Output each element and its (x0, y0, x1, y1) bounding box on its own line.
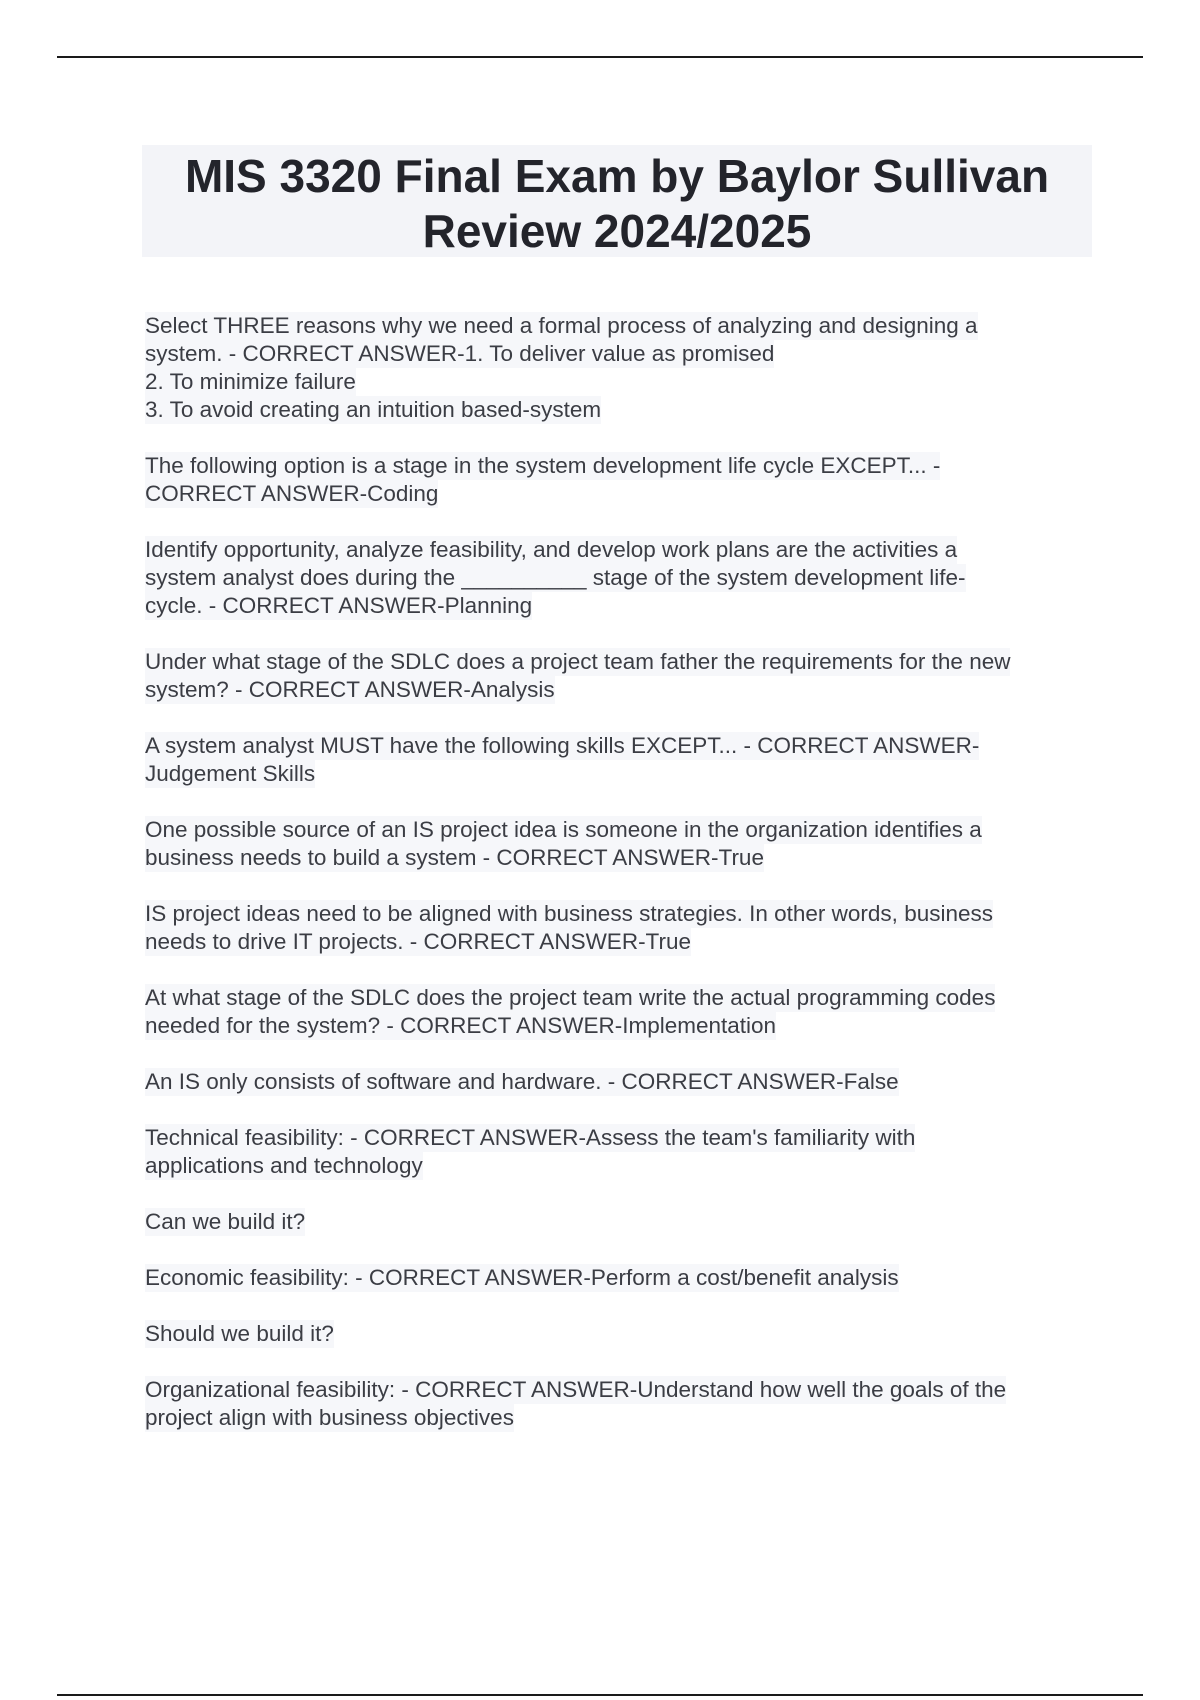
qa-entry (145, 1376, 1095, 1432)
qa-entry-line: Identify opportunity, analyze feasibility, and develop work plans are the activities a (145, 537, 958, 562)
title-line-2: Review 2024/2025 (422, 205, 812, 257)
qa-entry (145, 816, 1095, 872)
qa-entry-line: 3. To avoid creating an intuition based-system (145, 397, 602, 422)
qa-entry-line: cycle. - CORRECT ANSWER-Planning (145, 593, 533, 618)
qa-entry-line: Economic feasibility: - CORRECT ANSWER-Perform a cost/benefit analysis (145, 1265, 899, 1290)
qa-entry (145, 732, 1095, 788)
qa-entry-line: system. - CORRECT ANSWER-1. To deliver value as promised (145, 341, 775, 366)
qa-entry (145, 1320, 1095, 1348)
qa-entry-line: IS project ideas need to be aligned with business strategies. In other words, business (145, 901, 993, 926)
qa-entry (145, 984, 1095, 1040)
qa-entry (145, 1208, 1095, 1236)
qa-entry-line: A system analyst MUST have the following skills EXCEPT... - CORRECT ANSWER- (145, 733, 980, 758)
qa-entry-line: CORRECT ANSWER-Coding (145, 481, 439, 506)
document-title (142, 145, 1092, 257)
qa-entry-line: One possible source of an IS project idea is someone in the organization identifies a (145, 817, 982, 842)
qa-entry-line: At what stage of the SDLC does the project team write the actual programming codes (145, 985, 996, 1010)
qa-entry-line: project align with business objectives (145, 1405, 514, 1430)
top-divider (57, 56, 1143, 58)
qa-entry-line: An IS only consists of software and hardware. - CORRECT ANSWER-False (145, 1069, 899, 1094)
qa-entry-line: applications and technology (145, 1153, 423, 1178)
qa-entry-line: needs to drive IT projects. - CORRECT ANSWER-True (145, 929, 691, 954)
qa-entry-line: Technical feasibility: - CORRECT ANSWER-Assess the team's familiarity with (145, 1125, 916, 1150)
qa-entry-line: 2. To minimize failure (145, 369, 356, 394)
qa-entry (145, 452, 1095, 508)
qa-entry-line: Judgement Skills (145, 761, 316, 786)
qa-entry-line: business needs to build a system - CORRECT ANSWER-True (145, 845, 764, 870)
qa-entry (145, 1068, 1095, 1096)
qa-entry-line: Under what stage of the SDLC does a project team father the requirements for the new (145, 649, 1011, 674)
qa-entry (145, 312, 1095, 424)
qa-entry-line: Select THREE reasons why we need a formal process of analyzing and designing a (145, 313, 978, 338)
question-answer-list (145, 312, 1095, 1460)
qa-entry-line: Can we build it? (145, 1209, 306, 1234)
qa-entry-line: system analyst does during the __________ stage of the system development life- (145, 565, 966, 590)
qa-entry-line: needed for the system? - CORRECT ANSWER-Implementation (145, 1013, 777, 1038)
bottom-divider (57, 1694, 1143, 1696)
title-line-1: MIS 3320 Final Exam by Baylor Sullivan (184, 150, 1050, 202)
qa-entry-line: Should we build it? (145, 1321, 334, 1346)
qa-entry (145, 1124, 1095, 1180)
qa-entry (145, 900, 1095, 956)
qa-entry-line: The following option is a stage in the system development life cycle EXCEPT... - (145, 453, 941, 478)
qa-entry-line: Organizational feasibility: - CORRECT ANSWER-Understand how well the goals of the (145, 1377, 1007, 1402)
qa-entry-line: system? - CORRECT ANSWER-Analysis (145, 677, 555, 702)
qa-entry (145, 1264, 1095, 1292)
qa-entry (145, 648, 1095, 704)
qa-entry (145, 536, 1095, 620)
